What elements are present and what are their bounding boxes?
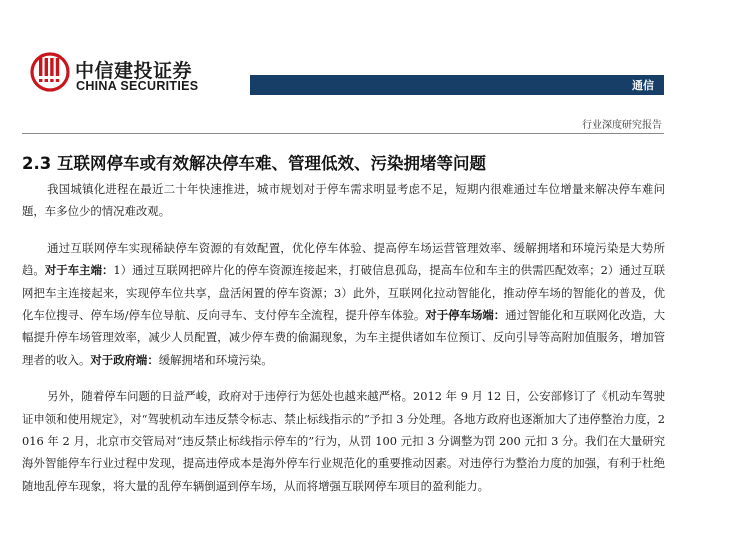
report-body [22,178,665,511]
sector-label: 通信 [632,79,654,92]
paragraph-text: 通过智能化和互联网化改造，大幅提升停车场管理效率，减少人员配置，减少停车费的偷漏现象，为车主提供诸如车位预订、反向引导等高附加值服务，增加管理者的收入。 [22,308,665,367]
parking-lot-side-heading: 对于停车场端： [425,308,506,323]
paragraph-text: 1）通过互联网把碎片化的停车资源连接起来，打破信息孤岛，提高车位和车主的供需匹配效率；2）通过互联网把车主连接起来，实现停车位共享，盘活闲置的停车资源；3）此外，互联网化拉动智能化，推动停车场的智能化的普及，优化车位搜寻、停车场/停车位导航、反向寻车、支付停车全流程，提升停车体验。 [22,263,665,323]
paragraph-text: 通过互联网停车实现稀缺停车资源的有效配置，优化停车体验、提高停车场运营管理效率、缓解拥堵和环境污染是大势所趋。 [22,240,665,278]
company-logo [30,52,210,98]
report-type: 行业深度研究报告 [582,120,662,131]
paragraph-regulation: 另外，随着停车问题的日益严峻，政府对于违停行为惩处也越来越严格。2012 年 9 月 12 日，公安部修订了《机动车驾驶证申领和使用规定》，对“驾驶机动车违反禁令标志、禁止标线指示的”予扣 3 分处理。各地方政府也逐渐加大了违停整治力度，2016 年 2 月，北京市交管局对“违反禁止标线指示停车的”行为，从罚 100 元扣 3 分调整为罚 200 元扣 3 分。我们在大量研究海外智能停车行业过程中发现，提高违停成本是海外停车行业规范化的重要推动因素。对违停行为整治力度的加强，有利于杜绝随地乱停车现象，将大量的乱停车辆倒逼到停车场，从而将增强互联网停车项目的盈利能力。 [22,389,665,493]
paragraph-text: 缓解拥堵和环境污染。 [158,352,273,367]
paragraph-intro: 我国城镇化进程在最近二十年快速推进，城市规划对于停车需求明显考虑不足，短期内很难通过车位增量来解决停车难问题，车多位少的情况难改观。 [22,182,665,219]
report-header [0,0,734,131]
logo-chinese-name: 中信建投证券 [75,60,193,82]
section-title: 2.3 互联网停车或有效解决停车难、管理低效、污染拥堵等问题 [22,154,486,173]
paragraph-stakeholders [22,237,665,371]
sector-bar [250,75,664,95]
header-divider [22,133,664,134]
owner-side-heading: 对于车主端： [44,263,114,278]
government-side-heading: 对于政府端： [90,352,159,367]
citic-logo-icon [30,52,70,92]
logo-english-name: CHINA SECURITIES [76,79,199,93]
